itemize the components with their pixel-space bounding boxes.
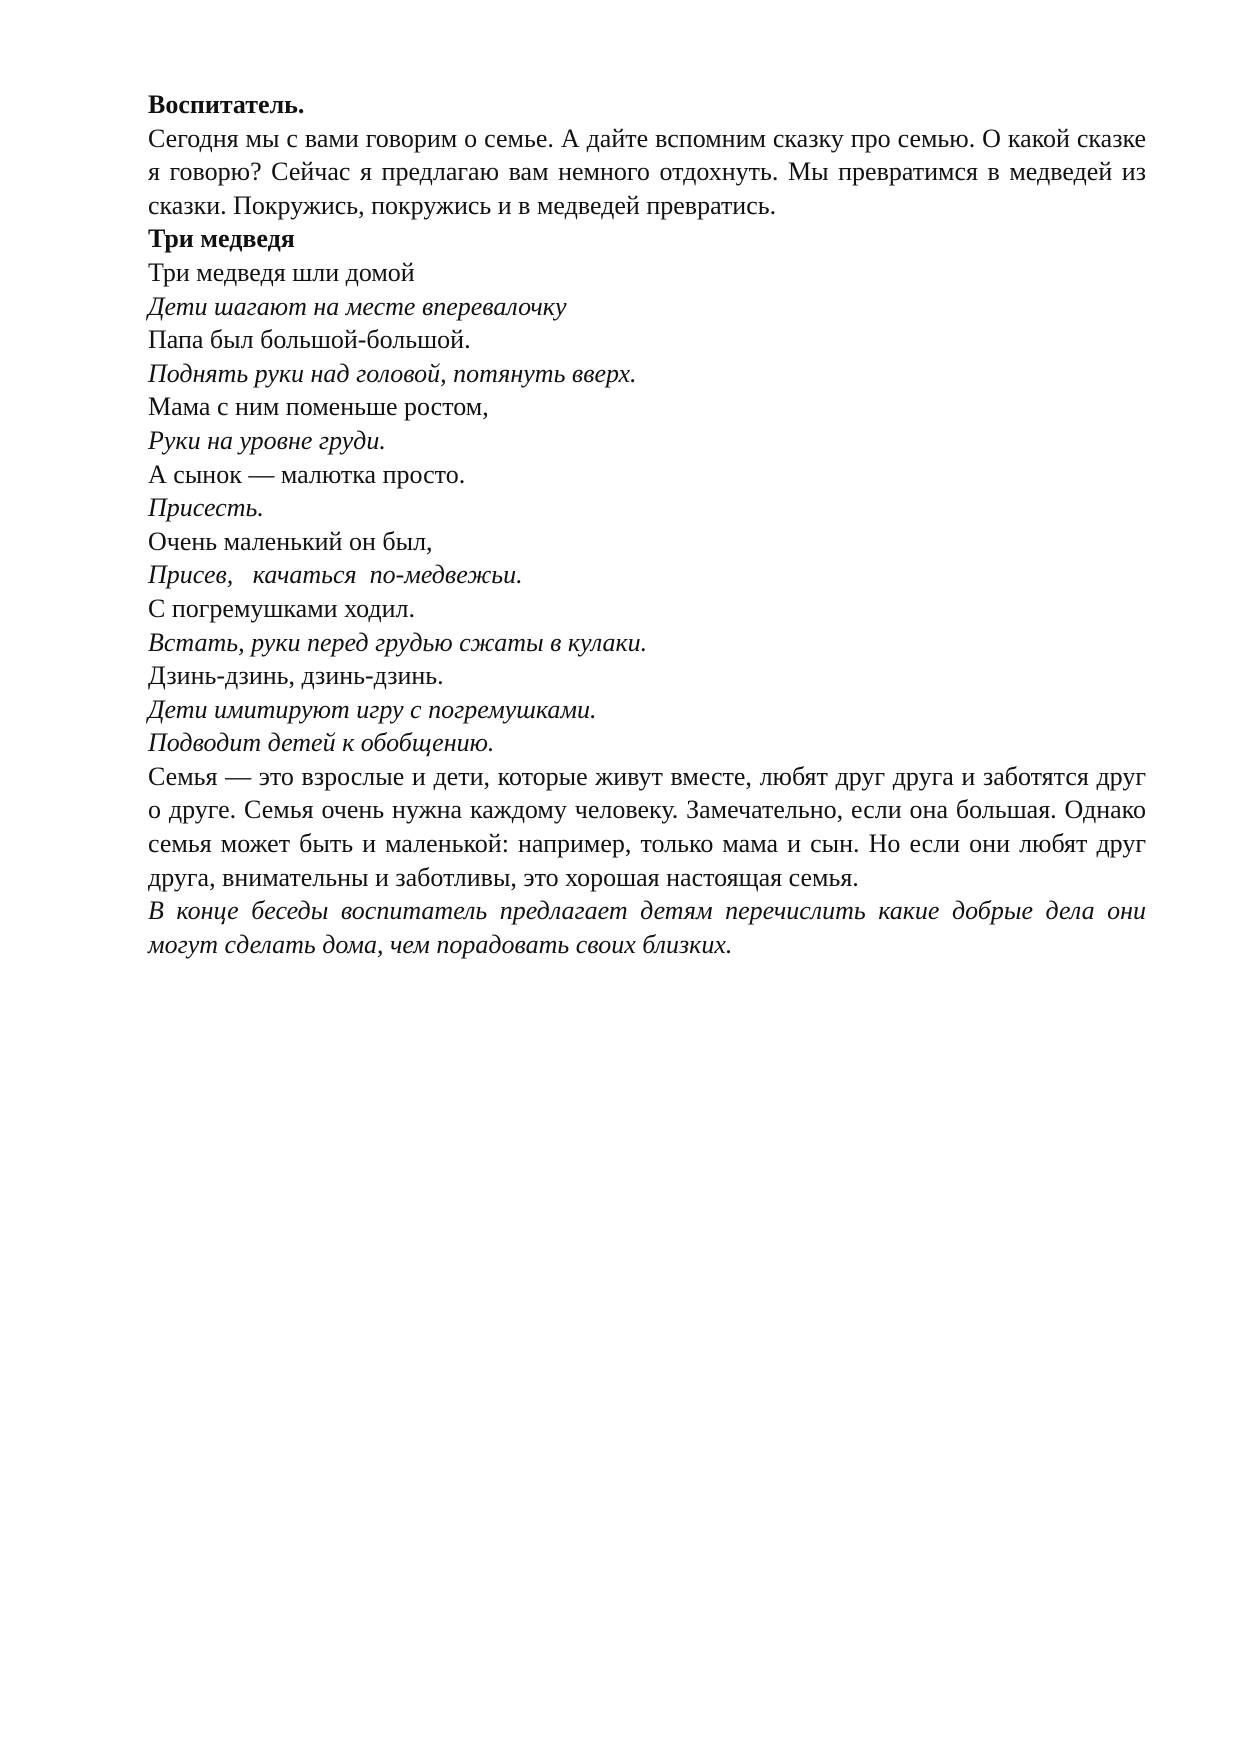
poem-line: Три медведя шли домой [148,257,415,287]
poem-line: Очень маленький он был, [148,526,433,556]
poem-instruction: Присев, качаться по-медвежьи. [148,560,523,590]
heading-teacher: Воспитатель. [148,90,305,119]
poem-instruction: Встать, руки перед грудью сжаты в кулаки. [148,627,648,657]
conclusion-paragraph: Семья — это взрослые и дети, которые живут вместе, любят друг друга и заботятся друг о друге. Семья очень нужна каждому человеку. Замечательно, если она большая. Однако семья может быть и маленькой: например, только мама и сын. Но если они любят друг друга, внимательны и заботливы, это хорошая настоящая семья. [148,761,1146,892]
teacher-instruction: Подводит детей к обобщению. [148,728,495,758]
final-instruction: В конце беседы воспитатель предлагает детям перечислить какие добрые дела они могут сделать дома, чем порадовать своих близких. [148,896,1146,959]
poem-instruction: Поднять руки над головой, потянуть вверх. [148,358,637,388]
poem-line: А сынок — малютка просто. [148,459,466,489]
poem-line: С погремушками ходил. [148,593,415,623]
poem-line: Дзинь-дзинь, дзинь-дзинь. [148,661,444,691]
document-page [148,88,1146,961]
poem-instruction: Дети шагают на месте вперевалочку [148,291,567,321]
poem-instruction: Присесть. [148,493,264,523]
poem-instruction: Руки на уровне груди. [148,425,386,455]
poem-line: Папа был большой-большой. [148,325,471,355]
poem-title: Три медведя [148,224,295,254]
intro-paragraph: Сегодня мы с вами говорим о семье. А дайте вспомним сказку про семью. О какой сказке я говорю? Сейчас я предлагаю вам немного отдохнуть. Мы превратимся в медведей из сказки. Покружись, покружись и в медведей превратись. [148,123,1146,220]
poem-line: Мама с ним поменьше ростом, [148,392,489,422]
poem-instruction: Дети имитируют игру с погремушками. [148,694,597,724]
